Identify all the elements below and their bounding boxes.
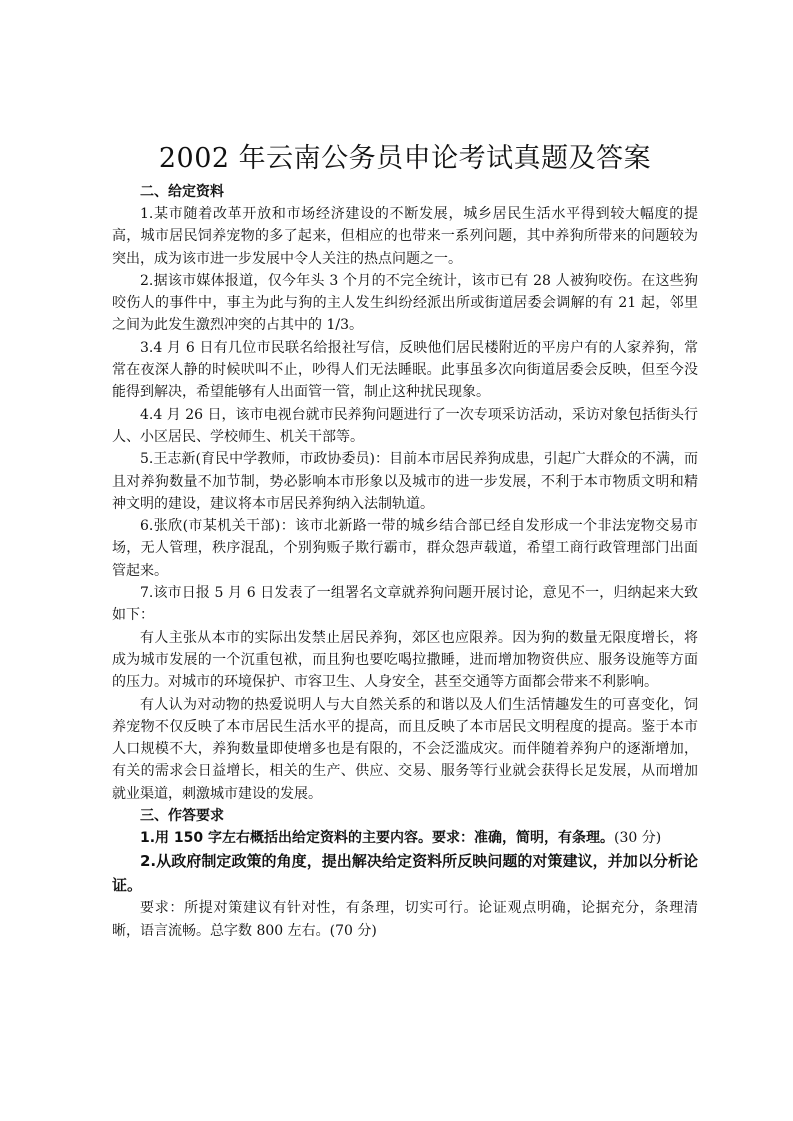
opinion-paragraph-2: 有人认为对动物的热爱说明人与大自然关系的和谐以及人们生活情趣发生的可喜变化，饲养宠物不仅反映了本市居民生活水平的提高，而且反映了本市居民文明程度的提高。鉴于本市人口规模不大，养狗数量即使增多也是有限的，不会泛滥成灾。而伴随着养狗户的逐渐增加，有关的需求会日益增长，相关的生产、供应、交易、服务等行业就会获得长足发展，从而增加就业渠道，刺激城市建设的发展。 <box>112 696 698 802</box>
document-page <box>112 141 698 942</box>
material-paragraph-6: 6.张欣(市某机关干部)：该市北新路一带的城乡结合部已经自发形成一个非法宠物交易市场，无人管理，秩序混乱，个别狗贩子欺行霸市，群众怨声载道，希望工商行政管理部门出面管起来。 <box>112 518 698 579</box>
opinion-paragraph-1: 有人主张从本市的实际出发禁止居民养狗，郊区也应限养。因为狗的数量无限度增长，将成为城市发展的一个沉重包袱，而且狗也要吃喝拉撒睡，进而增加物资供应、服务设施等方面的压力。对城市的环境保护、市容卫生、人身安全，甚至交通等方面都会带来不利影响。 <box>112 629 698 691</box>
question-1-text: 1.用 150 字左右概括出给定资料的主要内容。要求：准确，简明，有条理。 <box>140 830 615 847</box>
question-2: 2.从政府制定政策的角度，提出解决给定资料所反映问题的对策建议，并加以分析论证。 <box>112 852 698 895</box>
answer-requirements: 要求：所提对策建议有针对性，有条理，切实可行。论证观点明确，论据充分，条理清晰，语言流畅。总字数 800 左右。(70 分) <box>112 900 698 939</box>
question-1-score: (30 分) <box>614 830 662 847</box>
material-paragraph-2: 2.据该市媒体报道，仅今年头 3 个月的不完全统计，该市已有 28 人被狗咬伤。在这些狗咬伤人的事件中，事主为此与狗的主人发生纠纷经派出所或街道居委会调解的有 21 起，邻里之间为此发生激烈冲突的占其中的 1/3。 <box>112 272 698 334</box>
material-paragraph-3: 3.4 月 6 日有几位市民联名给报社写信，反映他们居民楼附近的平房户有的人家养狗，常常在夜深人静的时候吠叫不止，吵得人们无法睡眠。此事虽多次向街道居委会反映，但至今没能得到解决，希望能够有人出面管一管，制止这种扰民现象。 <box>112 339 698 401</box>
material-paragraph-5: 5.王志新(育民中学教师，市政协委员)：目前本市居民养狗成患，引起广大群众的不满，而且对养狗数量不加节制，势必影响本市形象以及城市的进一步发展，不利于本市物质文明和精神文明的建设，建议将本市居民养狗纳入法制轨道。 <box>112 451 698 512</box>
document-title: 2002 年云南公务员申论考试真题及答案 <box>158 143 652 174</box>
section-heading-requirements: 三、作答要求 <box>140 808 224 825</box>
material-paragraph-4: 4.4 月 26 日，该市电视台就市民养狗问题进行了一次专项采访活动，采访对象包括街头行人、小区居民、学校师生、机关干部等。 <box>112 406 698 445</box>
section-heading-materials: 二、给定资料 <box>140 184 224 200</box>
material-paragraph-1: 1.某市随着改革开放和市场经济建设的不断发展，城乡居民生活水平得到较大幅度的提高，城市居民饲养宠物的多了起来，但相应的也带来一系列问题，其中养狗所带来的问题较为突出，成为该市进一步发展中令人关注的热点问题之一。 <box>112 206 698 267</box>
question-1 <box>112 827 698 849</box>
material-paragraph-7: 7.该市日报 5 月 6 日发表了一组署名文章就养狗问题开展讨论，意见不一，归纳起来大致如下： <box>112 585 698 624</box>
